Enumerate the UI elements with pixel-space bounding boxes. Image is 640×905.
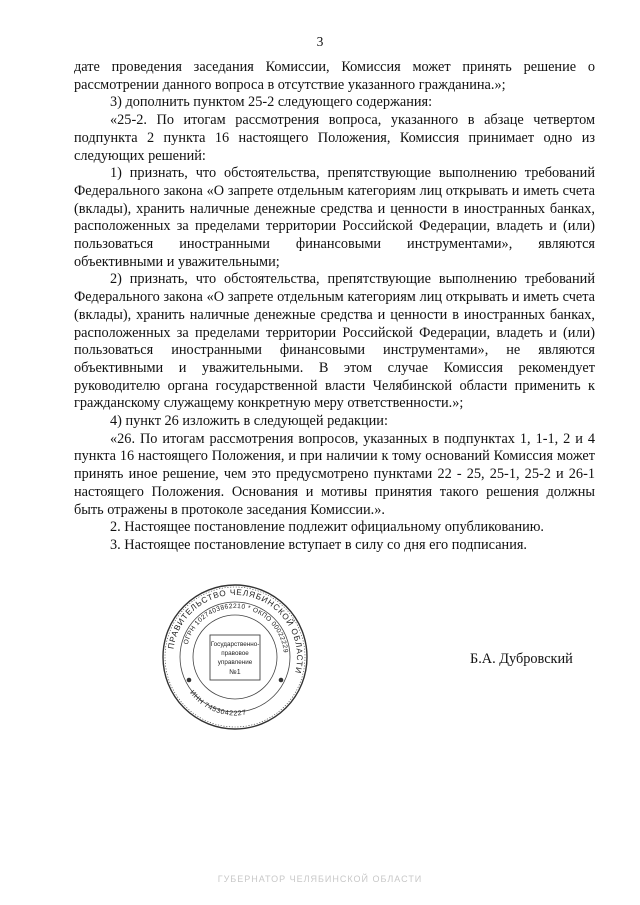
paragraph: 3. Настоящее постановление вступает в силу со дня его подписания.: [110, 536, 527, 553]
svg-text:ИНН 7453042227: [188, 689, 247, 717]
seal-bottom-text: ИНН 7453042227: [188, 689, 248, 718]
paragraph: 4) пункт 26 изложить в следующей редакции:: [110, 413, 388, 430]
seal-center-line: управление: [217, 659, 253, 666]
seal-inner-text: ОГРН 1027403862210 * ОКПО 00022229: [182, 602, 289, 654]
page-footer: ГУБЕРНАТОР ЧЕЛЯБИНСКОЙ ОБЛАСТИ: [217, 874, 423, 884]
paragraph: 1) признать, что обстоятельства, препятствующие выполнению требований Федерального закона «О запрете отдельным категориям лиц открывать и иметь счета (вклады), хранить наличные денежные средства и ценности в иностранных банках, расположенных за пределами территории Российской Федерации, владеть и (или) пользоваться иностранными финансовыми инструментами», являются объективными и уважительными;: [74, 165, 595, 270]
seal-outer-text: ПРАВИТЕЛЬСТВО ЧЕЛЯБИНСКОЙ ОБЛАСТИ: [166, 587, 305, 675]
signatory-name: Б.А. Дубровский: [470, 651, 573, 667]
page-number: 3: [316, 34, 324, 49]
seal-center-line: правовое: [221, 650, 249, 657]
seal-center-line: Государственно-: [210, 641, 260, 648]
document-body: [74, 59, 595, 555]
paragraph: «25-2. По итогам рассмотрения вопроса, указанного в абзаце четвертом подпункта 2 пункта 16 настоящего Положения, Комиссия принимает одно из следующих решений:: [74, 112, 595, 164]
paragraph: «26. По итогам рассмотрения вопросов, указанных в подпунктах 1, 1-1, 2 и 4 пункта 16 настоящего Положения, и при наличии к тому оснований Комиссия может принять иное решение, чем это предусмотрено пунктами 22 - 25, 25-1, 25-2 и 26-1 настоящего Положения. Основания и мотивы принятия такого решения должны быть отражены в протоколе заседания Комиссии.».: [74, 430, 595, 518]
paragraph: 2. Настоящее постановление подлежит официальному опубликованию.: [110, 519, 545, 536]
paragraph: 2) признать, что обстоятельства, препятствующие выполнению требований Федерального закона «О запрете отдельным категориям лиц открывать и иметь счета (вклады), хранить наличные денежные средства и ценности в иностранных банках, расположенных за пределами территории Российской Федерации, владеть и (или) пользоваться иностранными финансовыми инструментами», не являются объективными и уважительными. В этом случае Комиссия рекомендует руководителю органа государственной власти Челябинской области применить к гражданскому служащему конкретную меру ответственности.»;: [74, 271, 595, 412]
paragraph: 3) дополнить пунктом 25-2 следующего содержания:: [110, 94, 433, 111]
seal-center-line: №1: [229, 669, 241, 676]
official-seal: [160, 582, 310, 732]
paragraph: дате проведения заседания Комиссии, Комиссия может принять решение о рассмотрении данного вопроса в отсутствие указанного гражданина.»;: [74, 59, 595, 93]
